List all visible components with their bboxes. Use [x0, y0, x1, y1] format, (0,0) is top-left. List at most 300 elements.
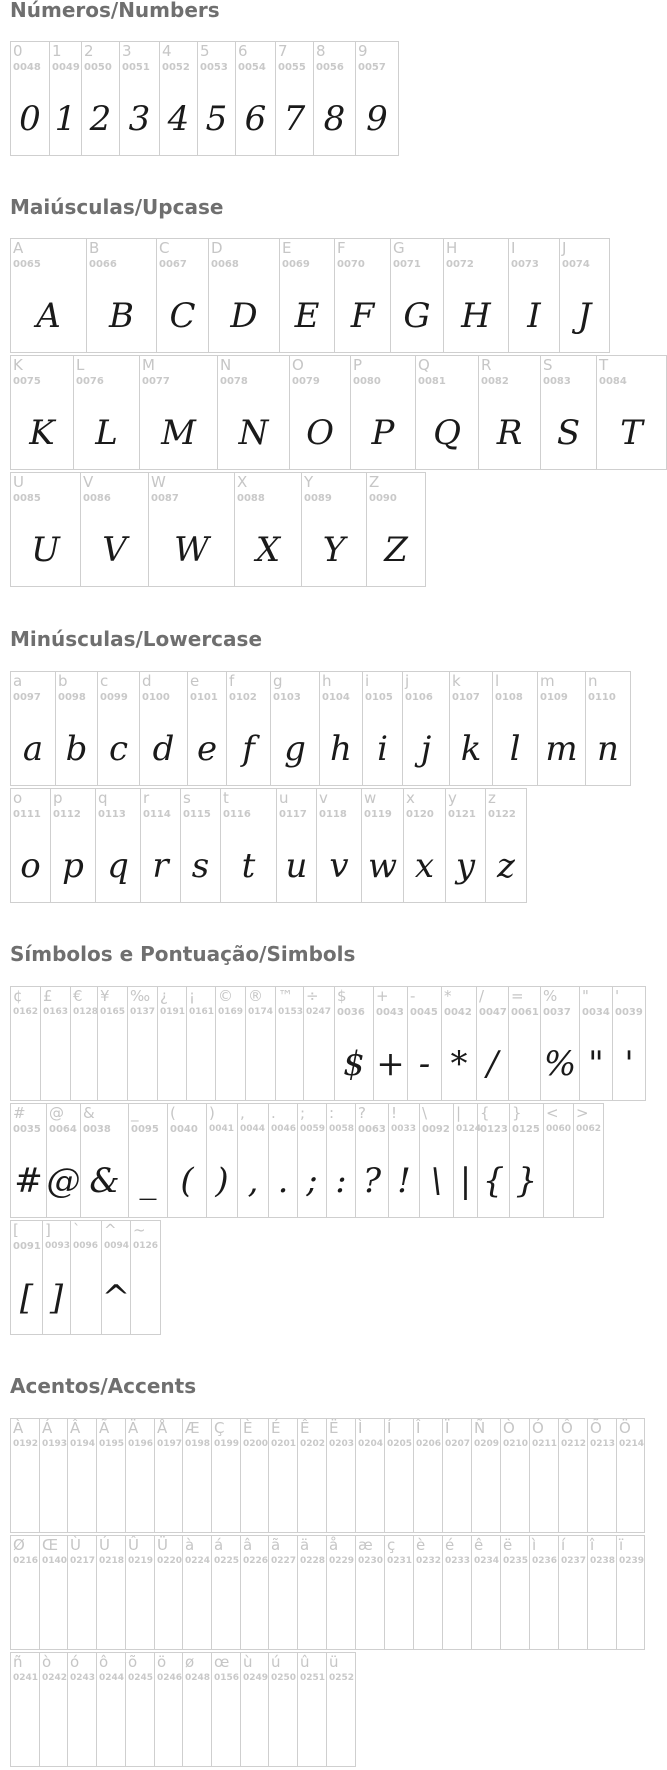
glyph-cell: [43, 1220, 71, 1335]
glyph-code: 0099: [100, 692, 128, 703]
glyph-code: 0137: [130, 1007, 156, 1017]
glyph-sample: t: [241, 845, 256, 886]
glyph-sample: 7: [283, 98, 306, 139]
glyph-code: 0064: [49, 1124, 77, 1135]
glyph-code: 0161: [189, 1007, 215, 1017]
glyph-sample: \: [430, 1160, 443, 1201]
glyph-code: 0109: [540, 692, 568, 703]
glyph-label: ü: [329, 1653, 339, 1671]
section-title-numbers: Números/Numbers: [10, 0, 220, 22]
glyph-cell: [327, 1535, 356, 1650]
glyph-label: ?: [358, 1104, 366, 1122]
glyph-label: 8: [316, 42, 326, 60]
glyph-sample: O: [306, 412, 334, 453]
glyph-label: Ø: [13, 1536, 25, 1554]
glyph-sample: n: [597, 728, 619, 769]
glyph-code: 0052: [162, 62, 190, 73]
glyph-cell: [50, 41, 82, 156]
glyph-cell: [160, 41, 198, 156]
glyph-row: [10, 1220, 161, 1335]
glyph-code: 0096: [73, 1241, 99, 1251]
glyph-cell: [541, 986, 580, 1101]
glyph-label: ï: [619, 1536, 624, 1554]
glyph-label: ò: [42, 1653, 52, 1671]
glyph-label: 3: [122, 42, 132, 60]
glyph-label: ]: [45, 1221, 51, 1239]
glyph-code: 0248: [185, 1673, 211, 1683]
glyph-cell: [40, 1418, 68, 1533]
glyph-cell: [218, 355, 290, 470]
glyph-code: 0090: [369, 493, 397, 504]
glyph-code: 0220: [157, 1556, 183, 1566]
glyph-sample: 8: [323, 98, 346, 139]
glyph-cell: [96, 788, 141, 903]
glyph-cell: [216, 986, 246, 1101]
glyph-code: 0108: [495, 692, 523, 703]
glyph-code: 0047: [479, 1007, 507, 1018]
glyph-sample: u: [285, 845, 308, 886]
glyph-label: ™: [278, 987, 293, 1005]
glyph-label: t: [223, 789, 229, 807]
glyph-sample: g: [284, 728, 306, 769]
glyph-label: i: [365, 672, 370, 690]
glyph-label: Î: [416, 1419, 421, 1437]
glyph-sample: I: [527, 295, 541, 336]
glyph-cell: [327, 1103, 356, 1218]
glyph-code: 0115: [183, 809, 211, 820]
glyph-code: 0037: [543, 1007, 571, 1018]
glyph-cell: [327, 1418, 356, 1533]
glyph-label: í: [561, 1536, 566, 1554]
glyph-sample: N: [238, 412, 269, 453]
glyph-label: ó: [70, 1653, 80, 1671]
glyph-code: 0110: [588, 692, 616, 703]
glyph-row: [10, 671, 631, 786]
glyph-label: A: [13, 239, 24, 257]
glyph-code: 0033: [391, 1124, 417, 1134]
glyph-sample: z: [497, 845, 515, 886]
glyph-code: 0234: [474, 1556, 500, 1566]
glyph-code: 0088: [237, 493, 265, 504]
glyph-code: 0106: [405, 692, 433, 703]
glyph-label: M: [142, 356, 155, 374]
glyph-code: 0097: [13, 692, 41, 703]
glyph-code: 0125: [512, 1124, 540, 1135]
glyph-label: Á: [42, 1419, 53, 1437]
glyph-sample: 6: [244, 98, 267, 139]
glyph-cell: [188, 671, 227, 786]
glyph-label: >: [576, 1104, 589, 1122]
glyph-label: 6: [238, 42, 248, 60]
glyph-label: j: [405, 672, 410, 690]
glyph-sample: 2: [89, 98, 112, 139]
glyph-cell: [198, 41, 236, 156]
glyph-cell: [11, 41, 50, 156]
glyph-code: 0116: [223, 809, 251, 820]
glyph-code: 0084: [599, 376, 627, 387]
glyph-cell: [501, 1418, 530, 1533]
glyph-label: %: [543, 987, 558, 1005]
glyph-code: 0042: [444, 1007, 472, 1018]
glyph-label: ô: [99, 1653, 109, 1671]
glyph-cell: [356, 1103, 389, 1218]
glyph-code: 0229: [329, 1556, 355, 1566]
glyph-cell: [157, 238, 209, 353]
glyph-code: 0236: [532, 1556, 558, 1566]
glyph-cell: [327, 1652, 356, 1767]
glyph-label: É: [271, 1419, 281, 1437]
glyph-sample: p: [62, 845, 84, 886]
glyph-code: 0094: [104, 1241, 130, 1251]
glyph-code: 0210: [503, 1439, 529, 1449]
glyph-label: r: [143, 789, 150, 807]
glyph-label: !: [391, 1104, 398, 1122]
section-title-accents: Acentos/Accents: [10, 1374, 197, 1398]
glyph-cell: [221, 788, 277, 903]
glyph-code: 0192: [13, 1439, 39, 1449]
glyph-label: (: [170, 1104, 176, 1122]
glyph-code: 0077: [142, 376, 170, 387]
glyph-code: 0049: [52, 62, 80, 73]
glyph-cell: [269, 1652, 298, 1767]
glyph-code: 0072: [446, 259, 474, 270]
glyph-cell: [404, 788, 446, 903]
glyph-cell: [126, 1535, 155, 1650]
glyph-label: {: [480, 1104, 490, 1122]
glyph-sample: /: [486, 1043, 499, 1084]
glyph-code: 0051: [122, 62, 150, 73]
glyph-label: ;: [300, 1104, 306, 1122]
glyph-cell: [269, 1418, 298, 1533]
glyph-cell: [391, 238, 444, 353]
glyph-code: 0087: [151, 493, 179, 504]
glyph-code: 0082: [481, 376, 509, 387]
glyph-label: n: [588, 672, 598, 690]
glyph-sample: 4: [167, 98, 190, 139]
glyph-code: 0209: [474, 1439, 500, 1449]
glyph-cell: [530, 1535, 559, 1650]
glyph-label: Ù: [70, 1536, 81, 1554]
glyph-code: 0153: [278, 1007, 304, 1017]
glyph-row: [10, 355, 667, 470]
glyph-code: 0118: [319, 809, 347, 820]
glyph-label: z: [488, 789, 496, 807]
glyph-label: ë: [503, 1536, 513, 1554]
glyph-code: 0217: [70, 1556, 96, 1566]
glyph-code: 0113: [98, 809, 126, 820]
glyph-code: 0227: [271, 1556, 297, 1566]
glyph-cell: [298, 1418, 327, 1533]
glyph-code: 0206: [416, 1439, 442, 1449]
glyph-label: I: [511, 239, 516, 257]
glyph-code: 0198: [185, 1439, 211, 1449]
glyph-cell: [414, 1535, 443, 1650]
glyph-code: 0091: [13, 1241, 41, 1252]
glyph-label: /: [479, 987, 485, 1005]
glyph-label: û: [300, 1653, 310, 1671]
glyph-label: C: [159, 239, 170, 257]
glyph-sample: f: [242, 728, 255, 769]
glyph-cell: [544, 1103, 574, 1218]
glyph-cell: [478, 1103, 510, 1218]
glyph-cell: [56, 671, 98, 786]
glyph-cell: [501, 1535, 530, 1650]
glyph-sample: o: [20, 845, 41, 886]
glyph-sample: r: [152, 845, 169, 886]
glyph-code: 0107: [452, 692, 480, 703]
glyph-cell: [87, 238, 157, 353]
glyph-cell: [11, 238, 87, 353]
glyph-cell: [71, 1220, 102, 1335]
glyph-cell: [183, 1652, 212, 1767]
glyph-sample: y: [455, 845, 476, 886]
glyph-sample: 3: [128, 98, 151, 139]
glyph-label: æ: [358, 1536, 373, 1554]
glyph-label: á: [214, 1536, 224, 1554]
glyph-label: `: [73, 1221, 81, 1239]
glyph-label: @: [49, 1104, 64, 1122]
glyph-code: 0071: [393, 259, 421, 270]
glyph-sample: 5: [205, 98, 228, 139]
glyph-cell: [97, 1652, 126, 1767]
glyph-label: l: [495, 672, 500, 690]
glyph-code: 0075: [13, 376, 41, 387]
glyph-sample: &: [89, 1160, 120, 1201]
glyph-code: 0165: [100, 1007, 126, 1017]
glyph-code: 0224: [185, 1556, 211, 1566]
glyph-code: 0120: [406, 809, 434, 820]
glyph-cell: [11, 1418, 40, 1533]
glyph-cell: [586, 671, 631, 786]
glyph-cell: [276, 986, 304, 1101]
glyph-label: w: [364, 789, 377, 807]
glyph-cell: [71, 986, 98, 1101]
glyph-label: 9: [358, 42, 368, 60]
glyph-code: 0111: [13, 809, 41, 820]
glyph-code: 0045: [410, 1007, 438, 1018]
glyph-cell: [367, 472, 426, 587]
glyph-label: è: [416, 1536, 426, 1554]
glyph-code: 0063: [358, 1124, 386, 1135]
glyph-cell: [385, 1535, 414, 1650]
glyph-code: 0250: [271, 1673, 297, 1683]
glyph-label: Ú: [99, 1536, 110, 1554]
glyph-code: 0059: [300, 1124, 326, 1134]
glyph-cell: [444, 238, 509, 353]
glyph-label: [: [13, 1221, 19, 1239]
glyph-cell: [68, 1652, 97, 1767]
glyph-label: ¥: [100, 987, 110, 1005]
glyph-code: 0081: [418, 376, 446, 387]
glyph-cell: [454, 1103, 482, 1218]
glyph-code: 0207: [445, 1439, 471, 1449]
glyph-label: #: [13, 1104, 26, 1122]
glyph-label: ã: [271, 1536, 281, 1554]
glyph-label: Ô: [561, 1419, 573, 1437]
glyph-label: ^: [104, 1221, 117, 1239]
glyph-code: 0214: [619, 1439, 645, 1449]
glyph-cell: [269, 1535, 298, 1650]
glyph-code: 0231: [387, 1556, 413, 1566]
glyph-sample: M: [161, 412, 196, 453]
glyph-cell: [560, 238, 610, 353]
glyph-cell: [335, 238, 391, 353]
glyph-cell: [212, 1535, 241, 1650]
glyph-sample: P: [371, 412, 395, 453]
glyph-label: -: [410, 987, 416, 1005]
glyph-cell: [617, 1418, 645, 1533]
glyph-cell: [155, 1418, 183, 1533]
glyph-label: Ñ: [474, 1419, 486, 1437]
glyph-label: ¿: [160, 987, 168, 1005]
glyph-code: 0247: [306, 1007, 332, 1017]
glyph-label: 4: [162, 42, 172, 60]
glyph-sample: ': [624, 1043, 634, 1084]
glyph-cell: [298, 1652, 327, 1767]
glyph-cell: [241, 1535, 269, 1650]
glyph-cell: [580, 986, 613, 1101]
glyph-label: €: [73, 987, 83, 1005]
glyph-label: å: [329, 1536, 339, 1554]
glyph-cell: [446, 788, 486, 903]
glyph-cell: [97, 1535, 126, 1650]
glyph-label: ä: [300, 1536, 310, 1554]
glyph-code: 0103: [273, 692, 301, 703]
glyph-sample: .: [277, 1160, 289, 1201]
glyph-cell: [47, 1103, 81, 1218]
glyph-cell: [509, 238, 560, 353]
glyph-cell: [509, 986, 541, 1101]
glyph-cell: [241, 1652, 269, 1767]
glyph-label: U: [13, 473, 24, 491]
glyph-cell: [131, 1220, 161, 1335]
glyph-label: Ì: [358, 1419, 363, 1437]
glyph-label: K: [13, 356, 23, 374]
glyph-code: 0252: [329, 1673, 355, 1683]
glyph-sample: ]: [49, 1277, 64, 1318]
glyph-code: 0083: [543, 376, 571, 387]
glyph-cell: [298, 1103, 327, 1218]
glyph-code: 0238: [590, 1556, 616, 1566]
glyph-label: H: [446, 239, 458, 257]
glyph-row: [10, 788, 527, 903]
glyph-sample: i: [377, 728, 388, 769]
glyph-code: 0055: [278, 62, 306, 73]
glyph-sample: F: [350, 295, 375, 336]
glyph-cell: [187, 986, 216, 1101]
glyph-code: 0163: [43, 1007, 69, 1017]
glyph-code: 0039: [615, 1007, 643, 1018]
glyph-code: 0212: [561, 1439, 587, 1449]
glyph-code: 0219: [128, 1556, 154, 1566]
glyph-label: \: [422, 1104, 428, 1122]
glyph-label: £: [43, 987, 53, 1005]
glyph-sample: e: [196, 728, 218, 769]
glyph-code: 0068: [211, 259, 239, 270]
glyph-code: 0085: [13, 493, 41, 504]
glyph-label: k: [452, 672, 461, 690]
glyph-cell: [68, 1418, 97, 1533]
glyph-label: y: [448, 789, 457, 807]
glyph-label: Q: [418, 356, 430, 374]
glyph-code: 0128: [73, 1007, 99, 1017]
glyph-label: B: [89, 239, 100, 257]
glyph-cell: [126, 1652, 155, 1767]
glyph-code: 0041: [209, 1124, 235, 1134]
glyph-code: 0078: [220, 376, 248, 387]
glyph-code: 0230: [358, 1556, 384, 1566]
glyph-code: 0101: [190, 692, 218, 703]
glyph-cell: [472, 1535, 501, 1650]
glyph-code: 0213: [590, 1439, 616, 1449]
glyph-sample: 1: [54, 98, 77, 139]
glyph-cell: [389, 1103, 420, 1218]
glyph-code: 0105: [365, 692, 393, 703]
glyph-cell: [320, 671, 363, 786]
glyph-sample: K: [29, 412, 55, 453]
glyph-code: 0086: [83, 493, 111, 504]
glyph-cell: [140, 671, 188, 786]
glyph-code: 0074: [562, 259, 590, 270]
glyph-cell: [385, 1418, 414, 1533]
glyph-cell: [246, 986, 276, 1101]
glyph-cell: [588, 1418, 617, 1533]
glyph-code: 0066: [89, 259, 117, 270]
glyph-code: 0249: [243, 1673, 269, 1683]
glyph-code: 0044: [240, 1124, 266, 1134]
glyph-row: [10, 1418, 645, 1533]
glyph-label: .: [271, 1104, 276, 1122]
glyph-label: e: [190, 672, 200, 690]
glyph-label: Ä: [128, 1419, 139, 1437]
glyph-sample: (: [180, 1160, 194, 1201]
glyph-cell: [241, 1418, 269, 1533]
glyph-code: 0205: [387, 1439, 413, 1449]
glyph-cell: [98, 671, 140, 786]
glyph-label: J: [562, 239, 567, 257]
glyph-label: Y: [304, 473, 314, 491]
glyph-sample: $: [343, 1043, 365, 1084]
glyph-code: 0076: [76, 376, 104, 387]
glyph-label: Ò: [503, 1419, 515, 1437]
glyph-code: 0156: [214, 1673, 240, 1683]
glyph-sample: x: [414, 845, 435, 886]
glyph-label: T: [599, 356, 609, 374]
glyph-row: [10, 472, 426, 587]
glyph-label: ‰: [130, 987, 151, 1005]
glyph-sample: k: [460, 728, 482, 769]
glyph-sample: T: [620, 412, 643, 453]
glyph-label: ': [615, 987, 620, 1005]
glyph-label: ÷: [306, 987, 319, 1005]
glyph-label: ì: [532, 1536, 537, 1554]
glyph-cell: [420, 1103, 454, 1218]
glyph-label: ö: [157, 1653, 167, 1671]
glyph-row: [10, 1103, 604, 1218]
glyph-sample: 0: [19, 98, 41, 139]
glyph-row: [10, 238, 610, 353]
glyph-cell: [81, 472, 149, 587]
glyph-code: 0112: [53, 809, 81, 820]
section-title-lowercase: Minúsculas/Lowercase: [10, 627, 263, 651]
glyph-label: Õ: [590, 1419, 602, 1437]
glyph-cell: [212, 1652, 241, 1767]
glyph-label: Æ: [185, 1419, 200, 1437]
glyph-code: 0196: [128, 1439, 154, 1449]
glyph-label: O: [292, 356, 304, 374]
glyph-label: 5: [200, 42, 210, 60]
glyph-code: 0244: [99, 1673, 125, 1683]
